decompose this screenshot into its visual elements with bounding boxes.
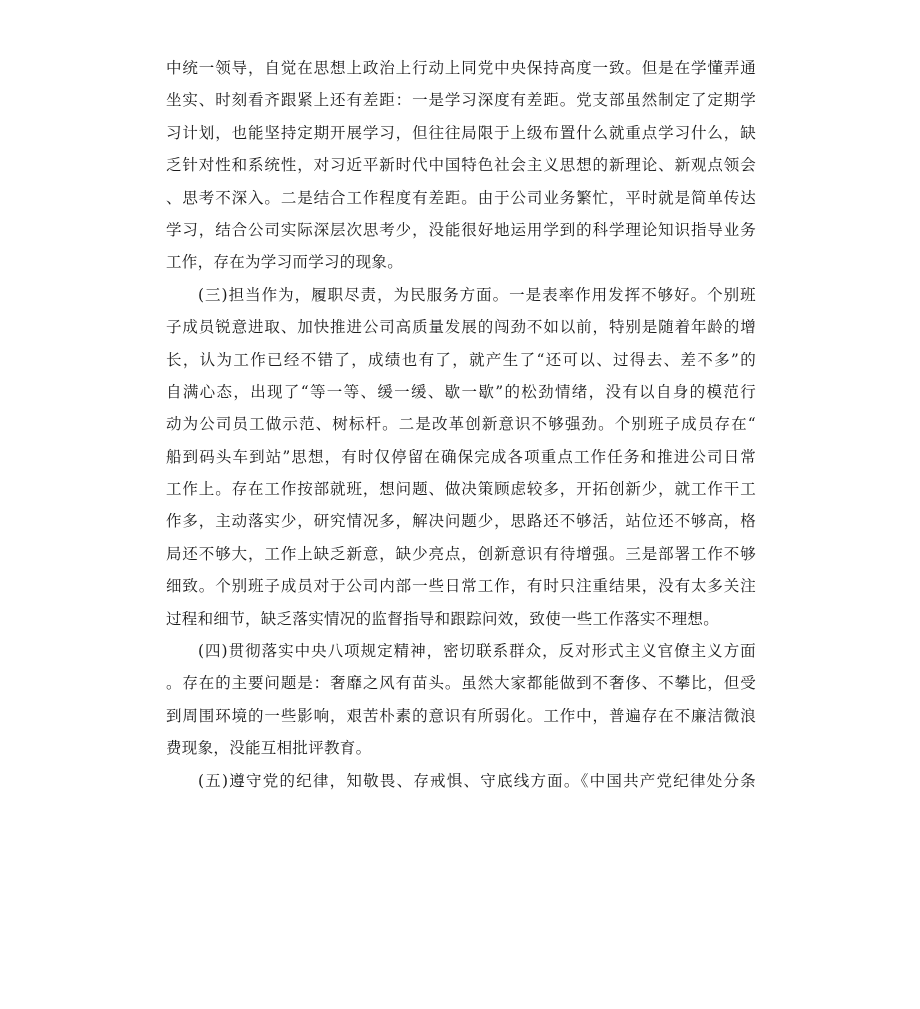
text-line: 学习，结合公司实际深层次思考少，没能很好地运用学到的科学理论知识指导业务 (166, 220, 756, 239)
text-line: 子成员锐意进取、加快推进公司高质量发展的闯劲不如以前，特别是随着年龄的增 (166, 318, 756, 337)
text-line: 坐实、时刻看齐跟紧上还有差距：一是学习深度有差距。党支部虽然制定了定期学 (166, 91, 756, 110)
text-line: 过程和细节，缺乏落实情况的监督指导和跟踪问效，致使一些工作落实不理想。 (166, 609, 720, 628)
text-line: 工作，存在为学习而学习的现象。 (166, 253, 404, 272)
paragraph-first-line: (三)担当作为，履职尽责，为民服务方面。一是表率作用发挥不够好。个别班 (198, 285, 756, 304)
text-line: 乏针对性和系统性，对习近平新时代中国特色社会主义思想的新理论、新观点领会 (166, 156, 756, 175)
text-line: 细致。个别班子成员对于公司内部一些日常工作，有时只注重结果，没有太多关注 (166, 577, 756, 596)
text-line: 局还不够大，工作上缺乏新意，缺少亮点，创新意识有待增强。三是部署工作不够 (166, 544, 756, 563)
paragraph-first-line: (四)贯彻落实中央八项规定精神，密切联系群众，反对形式主义官僚主义方面 (198, 642, 756, 661)
text-line: 习计划，也能坚持定期开展学习，但往往局限于上级布置什么就重点学习什么，缺 (166, 123, 756, 142)
text-line: 长，认为工作已经不错了，成绩也有了，就产生了“还可以、过得去、差不多”的 (166, 350, 756, 369)
document-body (166, 52, 756, 797)
text-line: 船到码头车到站”思想，有时仅停留在确保完成各项重点工作任务和推进公司日常 (166, 447, 756, 466)
text-line: 动为公司员工做示范、树标杆。二是改革创新意识不够强劲。个别班子成员存在“ (166, 415, 756, 434)
text-line: 自满心态，出现了“等一等、缓一缓、歇一歇”的松劲情绪，没有以自身的模范行 (166, 382, 756, 401)
text-line: 费现象，没能互相批评教育。 (166, 739, 372, 758)
paragraph-first-line: (五)遵守党的纪律，知敬畏、存戒惧、守底线方面。《中国共产党纪律处分条 (198, 771, 756, 790)
text-line: 作多，主动落实少，研究情况多，解决问题少，思路还不够活，站位还不够高，格 (166, 512, 756, 531)
text-line: 工作上。存在工作按部就班，想问题、做决策顾虑较多，开拓创新少，就工作干工 (166, 480, 756, 499)
text-line: 。存在的主要问题是：奢靡之风有苗头。虽然大家都能做到不奢侈、不攀比，但受 (166, 674, 756, 693)
text-line: 中统一领导，自觉在思想上政治上行动上同党中央保持高度一致。但是在学懂弄通 (166, 59, 756, 77)
text-line: 到周围环境的一些影响，艰苦朴素的意识有所弱化。工作中，普遍存在不廉洁微浪 (166, 706, 756, 725)
text-line: 、思考不深入。二是结合工作程度有差距。由于公司业务繁忙，平时就是简单传达 (166, 188, 756, 207)
